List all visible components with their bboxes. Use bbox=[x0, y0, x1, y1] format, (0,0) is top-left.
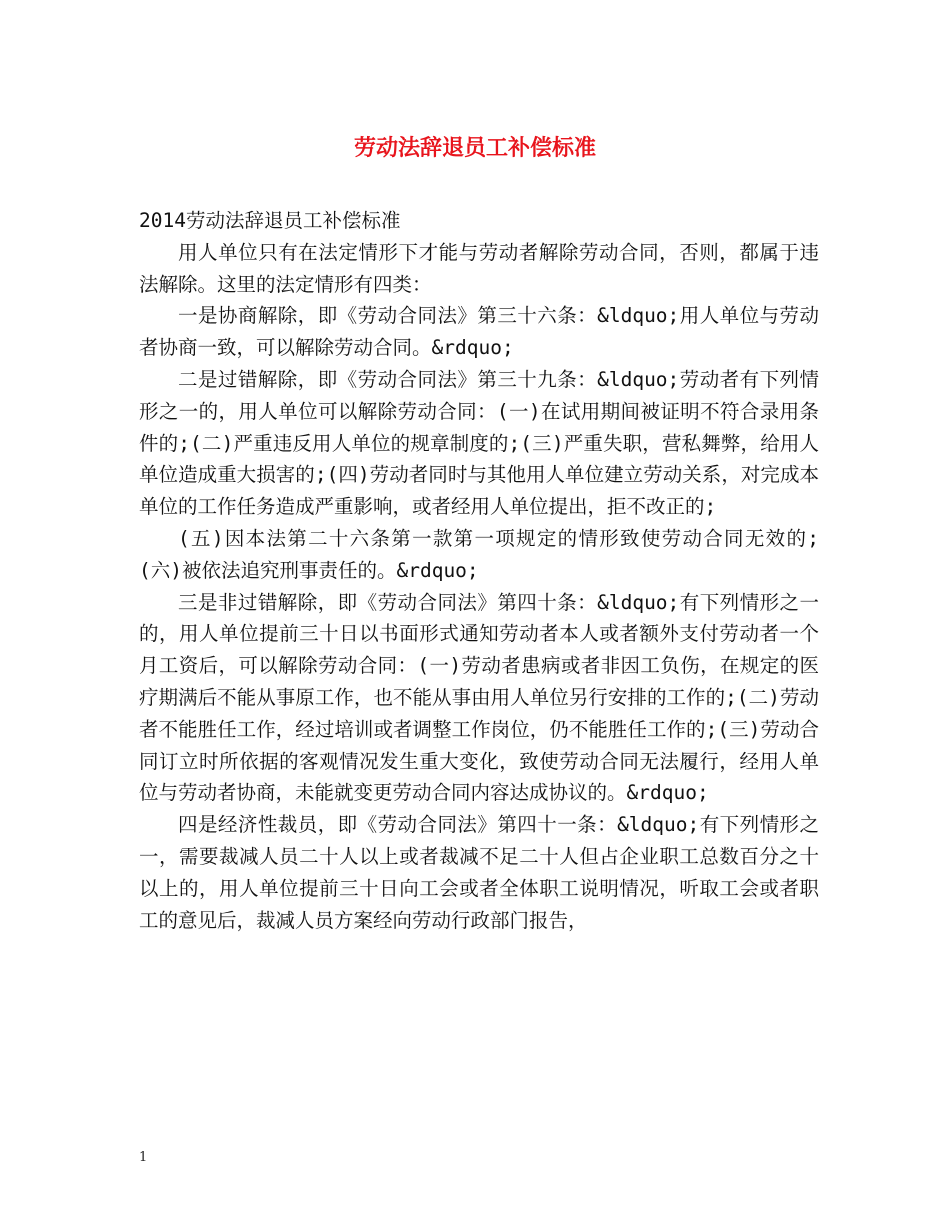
document-body bbox=[139, 205, 819, 936]
paragraph-negotiated-termination: 一是协商解除，即《劳动合同法》第三十六条：&ldquo;用人单位与劳动者协商一致，可以解除劳动合同。&rdquo; bbox=[139, 304, 819, 360]
document-title: 劳动法辞退员工补偿标准 bbox=[353, 135, 596, 161]
paragraph-non-fault-termination: 三是非过错解除，即《劳动合同法》第四十条：&ldquo;有下列情形之一的，用人单位提前三十日以书面形式通知劳动者本人或者额外支付劳动者一个月工资后，可以解除劳动合同：(一)劳动者患病或者非因工负伤，在规定的医疗期满后不能从事原工作，也不能从事由用人单位另行安排的工作的;(二)劳动者不能胜任工作，经过培训或者调整工作岗位，仍不能胜任工作的;(三)劳动合同订立时所依据的客观情况发生重大变化，致使劳动合同无法履行，经用人单位与劳动者协商，未能就变更劳动合同内容达成协议的。&rdquo; bbox=[139, 590, 819, 805]
page-number: 1 bbox=[139, 1150, 148, 1165]
document-subtitle: 2014劳动法辞退员工补偿标准 bbox=[139, 209, 401, 232]
paragraph-fault-termination-cont: (五)因本法第二十六条第一款第一项规定的情形致使劳动合同无效的;(六)被依法追究刑事责任的。&rdquo; bbox=[139, 526, 819, 582]
paragraph-economic-layoff: 四是经济性裁员，即《劳动合同法》第四十一条：&ldquo;有下列情形之一，需要裁减人员二十人以上或者裁减不足二十人但占企业职工总数百分之十以上的，用人单位提前三十日向工会或者全体职工说明情况，听取工会或者职工的意见后，裁减人员方案经向劳动行政部门报告， bbox=[139, 813, 819, 932]
paragraph-fault-termination: 二是过错解除，即《劳动合同法》第三十九条：&ldquo;劳动者有下列情形之一的，用人单位可以解除劳动合同：(一)在试用期间被证明不符合录用条件的;(二)严重违反用人单位的规章制度的;(三)严重失职，营私舞弊，给用人单位造成重大损害的;(四)劳动者同时与其他用人单位建立劳动关系，对完成本单位的工作任务造成严重影响，或者经用人单位提出，拒不改正的; bbox=[139, 367, 819, 519]
paragraph-illegal-termination: 用人单位只有在法定情形下才能与劳动者解除劳动合同，否则，都属于违法解除。这里的法定情形有四类： bbox=[139, 240, 819, 296]
